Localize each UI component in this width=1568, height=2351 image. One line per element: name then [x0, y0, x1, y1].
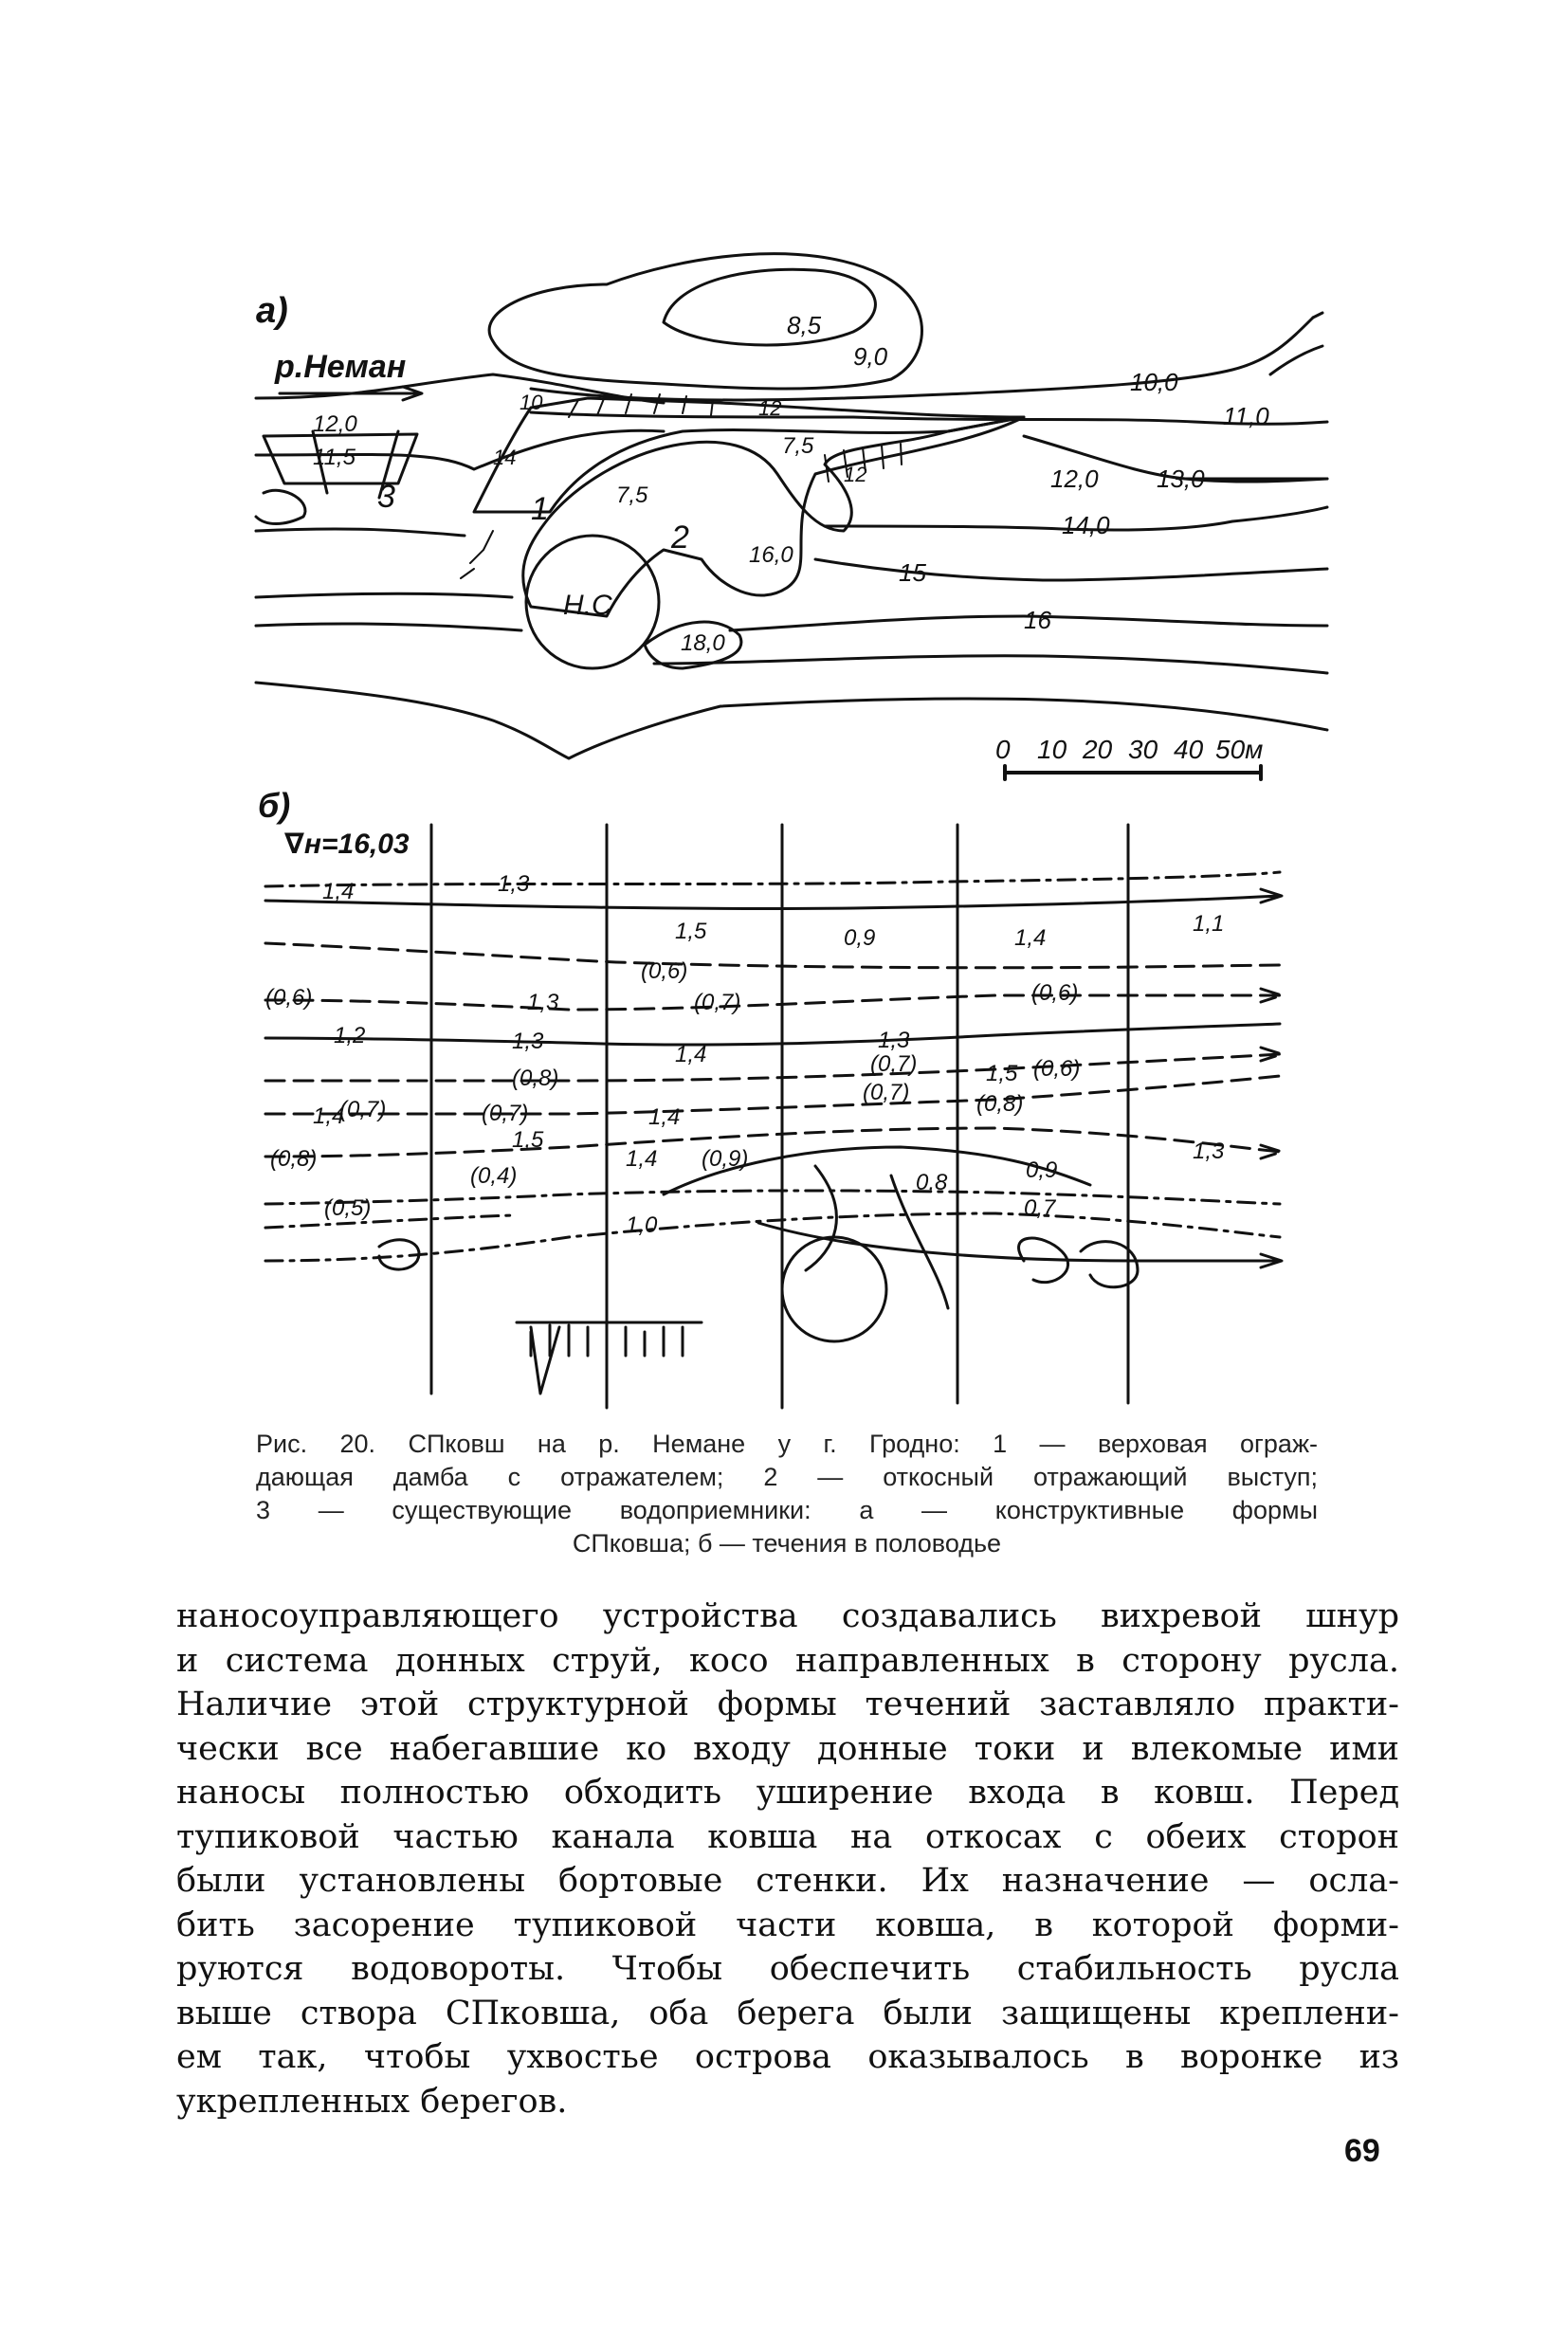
velocity: 1,2 [334, 1023, 366, 1048]
velocity: (0,8) [512, 1066, 559, 1091]
scale-ticks [995, 735, 1263, 764]
velocity: (0,7) [694, 990, 741, 1015]
river-label: р.Неман [275, 349, 407, 385]
scale-tick: 10 [1037, 735, 1067, 764]
left-bank-bulge [256, 490, 305, 523]
body-line: ем так, чтобы ухвостье острова оказывалось в воронке из [176, 2038, 1399, 2076]
dam-1 [474, 398, 1024, 512]
velocity: (0,8) [976, 1091, 1024, 1117]
body-line: были установлены бортовые стенки. Их назначение — осла- [176, 1862, 1399, 1900]
contour-15 [815, 559, 1327, 580]
body-line: тупиковой частью канала ковша на откосах с обеих сторон [176, 1817, 1399, 1856]
body-line: бить засорение тупиковой части ковша, в которой форми- [176, 1905, 1399, 1944]
wedge-b [531, 1327, 559, 1394]
page-number: 69 [1344, 2133, 1380, 2169]
elevation-mark: 11,5 [313, 445, 356, 470]
contour-label: 15 [899, 558, 926, 587]
velocity: (0,5) [324, 1195, 372, 1221]
contour-label: 11,0 [1223, 402, 1269, 430]
velocity: (0,7) [339, 1097, 387, 1122]
panel-b-flow [265, 825, 1282, 1408]
contour-label: 14,0 [1062, 511, 1110, 539]
scale-tick: 20 [1083, 735, 1113, 764]
body-line: укрепленных берегов. [176, 2082, 568, 2121]
velocity: (0,7) [870, 1051, 918, 1077]
body-line: Наличие этой структурной формы течений заставляло практи- [176, 1686, 1399, 1723]
velocity: 1,4 [322, 879, 355, 904]
bank-bottom [256, 683, 1327, 758]
velocity: 1,3 [878, 1028, 910, 1053]
scale-tick: 0 [995, 735, 1011, 764]
stream-11 [265, 1215, 512, 1228]
contour-label: 16 [1024, 606, 1051, 634]
velocity: 1,3 [527, 990, 559, 1015]
scale-tick: 50м [1215, 735, 1264, 764]
velocity: (0,8) [270, 1146, 318, 1172]
small-label: 12 [844, 463, 867, 486]
body-paragraph [176, 1595, 1399, 2123]
caption-line: 3 — существующие водоприемники: а — конструктивные формы [256, 1496, 1318, 1524]
elevation-mark: 7,5 [782, 433, 814, 459]
velocity: 0,8 [916, 1170, 948, 1195]
scale-tick: 40 [1174, 735, 1204, 764]
contour-label: 12,0 [1050, 465, 1099, 493]
velocity: 1,4 [1014, 925, 1047, 951]
velocity-labels [265, 871, 1225, 1238]
contour-label: 10,0 [1130, 368, 1178, 396]
panel-b-letter: б) [258, 786, 291, 825]
velocity: 1,0 [626, 1212, 658, 1238]
velocity: 1,3 [1193, 1139, 1225, 1164]
velocity: 1,4 [675, 1042, 707, 1067]
elevation-mark: 16,0 [749, 542, 793, 568]
body-line: руются водовороты. Чтобы обеспечить стабильность русла [176, 1950, 1399, 1988]
structure-number: 1 [531, 491, 549, 527]
contour-14-0 [256, 507, 1327, 536]
velocity: 1,4 [313, 1103, 345, 1129]
body-line: и система донных струй, косо направленных в сторону русла. [176, 1641, 1399, 1680]
panel-a-letter: а) [256, 291, 288, 331]
contour-8-5 [664, 269, 875, 345]
contour-16b [654, 656, 1327, 673]
contour-label: 8,5 [787, 311, 822, 339]
figure-caption [256, 1428, 1318, 1560]
reflector-2 [523, 417, 1024, 616]
velocity: (0,6) [265, 985, 313, 1011]
body-line: выше створа СПковша, оба берега были защищены креплени- [176, 1994, 1399, 2032]
small-label: 14 [493, 446, 517, 469]
vertical-lines [431, 825, 1128, 1408]
contour-label: 9,0 [853, 342, 888, 371]
elevation-mark: 7,5 [616, 483, 648, 508]
velocity: 1,4 [626, 1146, 658, 1172]
structure-number: 3 [377, 479, 395, 515]
velocity: (0,4) [470, 1163, 518, 1189]
small-label: 12 [758, 396, 782, 420]
velocity: (0,6) [1031, 980, 1079, 1006]
velocity: (0,6) [1033, 1056, 1081, 1082]
velocity: (0,9) [702, 1146, 749, 1172]
body-line: наносоуправляющего устройства создавались вихревой шнур [176, 1597, 1399, 1635]
velocity: 1,4 [648, 1104, 681, 1130]
velocity: 1,3 [498, 871, 530, 897]
contour-left-lower [256, 593, 521, 630]
velocity: (0,7) [863, 1080, 910, 1105]
elevation-mark: 18,0 [681, 630, 725, 656]
caption-line: Рис. 20. СПковш на р. Немане у г. Гродно: 1 — верховая ограж- [256, 1430, 1318, 1458]
water-level: ∇н=16,03 [284, 829, 410, 860]
caption-line: СПковша; б — течения в половодье [572, 1529, 1002, 1558]
velocity: 1,5 [512, 1127, 544, 1153]
small-label: 10 [520, 391, 543, 414]
body-line: чески все набегавшие ко входу донные токи и влекомые ими [176, 1729, 1399, 1768]
elevation-mark: 12,0 [313, 411, 357, 437]
velocity: 1,5 [675, 919, 707, 944]
scale-tick: 30 [1128, 735, 1158, 764]
contour-11-0-left [531, 412, 853, 417]
velocity: 1,1 [1193, 911, 1225, 937]
velocity: 1,3 [512, 1029, 544, 1054]
velocity: 0,9 [1026, 1157, 1058, 1183]
body-line: наносы полностью обходить уширение входа в ковш. Перед [176, 1774, 1399, 1812]
caption-line: дающая дамба с отражателем; 2 — откосный отражающий выступ; [256, 1463, 1318, 1491]
pump-station-circle-b [782, 1237, 886, 1341]
velocity: 1,5 [986, 1061, 1018, 1086]
velocity: (0,6) [641, 958, 688, 984]
pump-station-label: Н.С [563, 590, 612, 621]
velocity: 0,7 [1024, 1195, 1056, 1221]
contour-label: 13,0 [1157, 465, 1205, 493]
scale-bar [1005, 766, 1261, 779]
velocity: (0,7) [482, 1101, 529, 1126]
contour-10-0-branch [1313, 313, 1322, 318]
velocity: 0,9 [844, 925, 876, 951]
structure-number: 2 [671, 519, 689, 556]
